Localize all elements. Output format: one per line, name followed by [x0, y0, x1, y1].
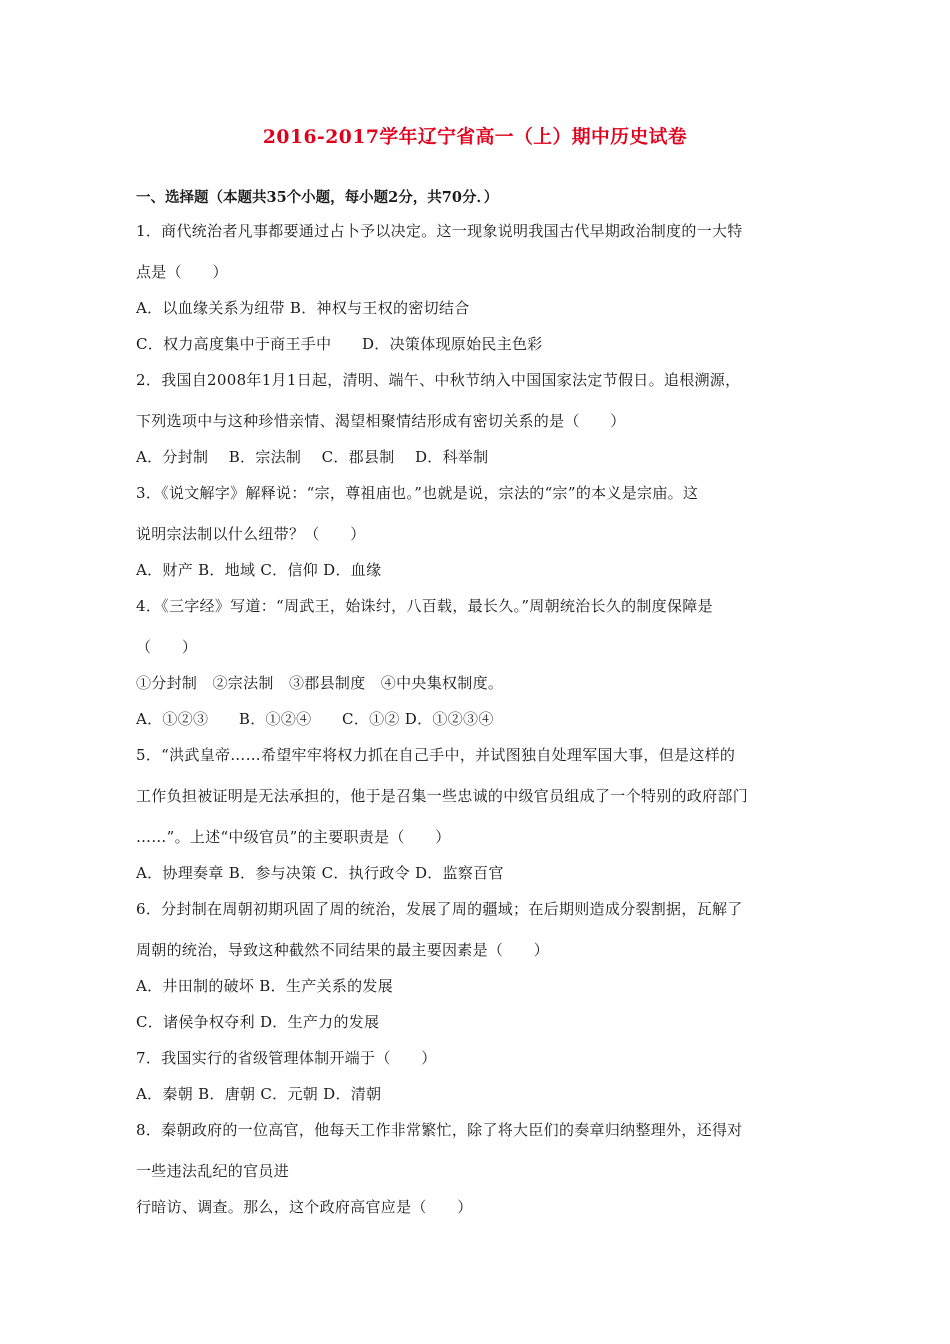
q6-stem-line-2: 周朝的统治，导致这种截然不同结果的最主要因素是（ ） — [136, 941, 550, 959]
q4-items: ①分封制 ②宗法制 ③郡县制度 ④中央集权制度。 — [136, 674, 504, 692]
exam-title: 2016-2017学年辽宁省高一（上）期中历史试卷 — [262, 126, 688, 148]
q8-stem-line-3: 行暗访、调查。那么，这个政府高官应是（ ） — [136, 1198, 473, 1216]
q1-stem-line-1: 1．商代统治者凡事都要通过占卜予以决定。这一现象说明我国古代早期政治制度的一大特 — [136, 222, 743, 240]
q5-stem-line-2: 工作负担被证明是无法承担的，他于是召集一些忠诚的中级官员组成了一个特别的政府部门 — [136, 787, 749, 805]
q4-stem-line-2: （ ） — [136, 638, 198, 656]
q6-options-line-2: C．诸侯争权夺利 D．生产力的发展 — [136, 1013, 380, 1031]
section-heading: 一、选择题（本题共35个小题，每小题2分，共70分．） — [136, 189, 499, 206]
q4-options: A．①②③ B．①②④ C．①② D．①②③④ — [136, 710, 494, 728]
q6-options-line-1: A．井田制的破坏 B．生产关系的发展 — [136, 977, 394, 995]
q2-options: A．分封制 B．宗法制 C．郡县制 D．科举制 — [136, 448, 489, 466]
q3-stem-line-2: 说明宗法制以什么纽带？（ ） — [136, 525, 366, 543]
q8-stem-line-1: 8．秦朝政府的一位高官，他每天工作非常繁忙，除了将大臣们的奏章归纳整理外，还得对 — [136, 1121, 743, 1139]
q8-stem-line-2: 一些违法乱纪的官员进 — [136, 1162, 290, 1180]
q6-stem-line-1: 6．分封制在周朝初期巩固了周的统治，发展了周的疆域；在后期则造成分裂割据，瓦解了 — [136, 900, 743, 918]
q2-stem-line-2: 下列选项中与这种珍惜亲情、渴望相聚情结形成有密切关系的是（ ） — [136, 412, 626, 430]
q3-options: A．财产 B．地域 C．信仰 D．血缘 — [136, 561, 382, 579]
q5-stem-line-1: 5．“洪武皇帝……希望牢牢将权力抓在自己手中，并试图独自处理军国大事，但是这样的 — [136, 746, 736, 764]
q1-options-line-2: C．权力高度集中于商王手中 D．决策体现原始民主色彩 — [136, 335, 543, 353]
q5-options: A．协理奏章 B．参与决策 C．执行政令 D．监察百官 — [136, 864, 504, 882]
q1-stem-line-2: 点是（ ） — [136, 263, 228, 281]
q5-stem-line-3: ……”。上述“中级官员”的主要职责是（ ） — [136, 828, 451, 846]
q1-options-line-1: A．以血缘关系为纽带 B．神权与王权的密切结合 — [136, 299, 470, 317]
q2-stem-line-1: 2．我国自2008年1月1日起，清明、端午、中秋节纳入中国国家法定节假日。追根溯源， — [136, 371, 741, 389]
q7-stem: 7．我国实行的省级管理体制开端于（ ） — [136, 1049, 437, 1067]
q3-stem-line-1: 3．《说文解字》解释说：“宗，尊祖庙也。”也就是说，宗法的“宗”的本义是宗庙。这 — [136, 484, 699, 502]
q4-stem-line-1: 4．《三字经》写道：“周武王，始诛纣，八百载，最长久。”周朝统治长久的制度保障是 — [136, 597, 713, 615]
q7-options: A．秦朝 B．唐朝 C．元朝 D．清朝 — [136, 1085, 382, 1103]
